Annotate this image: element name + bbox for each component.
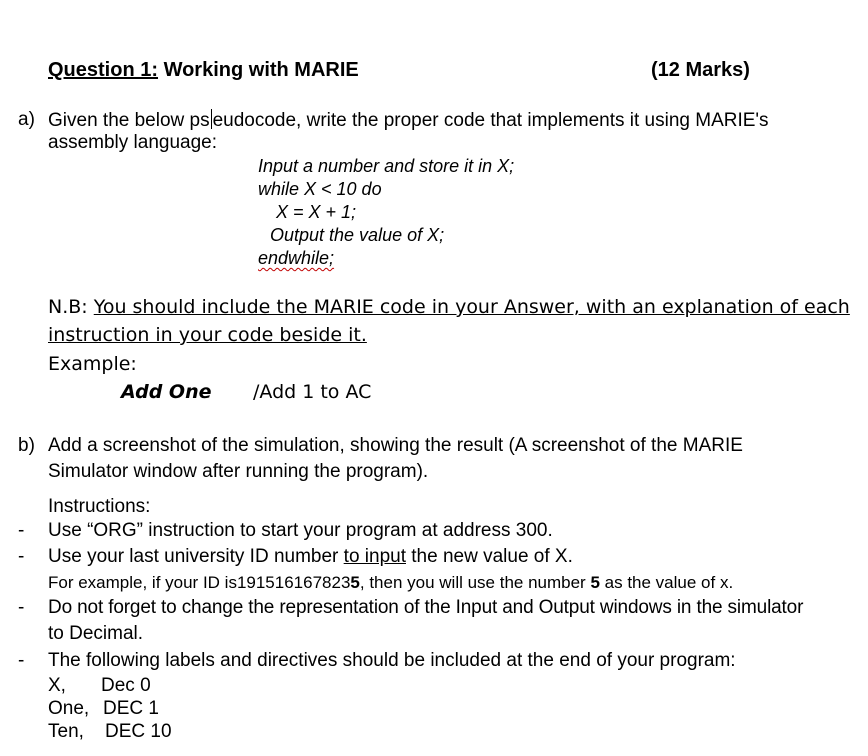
pseudocode-line-4: Output the value of X;: [270, 225, 445, 245]
pseudocode-line-3: X = X + 1;: [276, 202, 357, 222]
bullet-3-line2: to Decimal.: [48, 623, 144, 644]
directive-label-x: X,: [48, 675, 66, 696]
bullet-3-line1: Do not forget to change the representation of the Input and Output windows in the simulator: [48, 597, 804, 618]
pseudocode-line-5: [258, 248, 334, 269]
example-label: Example:: [48, 353, 137, 375]
part-b-marker: b): [18, 435, 35, 456]
question-heading: [48, 59, 359, 82]
nb-line-2: instruction in your code beside it.: [48, 324, 367, 346]
id-example-bold-num: 5: [590, 573, 600, 592]
nb-text-1: You should include the MARIE code in your Answer, with an explanation of each: [93, 296, 850, 318]
marks-label: (12 Marks): [651, 59, 750, 81]
id-example-mid: , then you will use the number: [359, 573, 591, 592]
id-example-post: as the value of x.: [599, 573, 734, 592]
example-comment: /Add 1 to AC: [253, 381, 372, 403]
question-title: Working with MARIE: [158, 59, 359, 81]
part-a-text-line1: [48, 109, 769, 132]
pseudocode-line-2: while X < 10 do: [258, 179, 382, 199]
instructions-label: Instructions:: [48, 496, 151, 517]
directive-value-x: Dec 0: [101, 675, 151, 696]
spellcheck-word: endwhile;: [258, 248, 335, 268]
id-example-pre: For example, if your ID is191516167823: [48, 573, 351, 592]
part-a-marker: a): [18, 109, 35, 130]
nb-label: N.B:: [48, 296, 94, 318]
bullet-2-underlined: to input: [343, 546, 406, 567]
directive-value-one: DEC 1: [103, 698, 159, 719]
pseudocode-line-1: Input a number and store it in X;: [258, 156, 515, 176]
part-a-text-pre: Given the below ps: [48, 110, 210, 131]
bullet-marker-2: -: [18, 546, 25, 567]
nb-line-1: [48, 296, 850, 318]
directive-label-ten: Ten,: [48, 721, 84, 742]
part-a-text-line2: assembly language:: [48, 132, 217, 153]
example-code: Add One: [121, 381, 212, 403]
bullet-2: [48, 546, 573, 568]
bullet-4: The following labels and directives should be included at the end of your program:: [48, 650, 736, 671]
bullet-marker-4: -: [18, 650, 25, 671]
bullet-marker-3: -: [18, 597, 25, 618]
bullet-1: Use “ORG” instruction to start your program at address 300.: [48, 520, 553, 541]
bullet-2-post: the new value of X.: [406, 546, 573, 567]
part-b-text-line2: Simulator window after running the program).: [48, 461, 429, 482]
part-a-text-post: eudocode, write the proper code that implements it using MARIE's: [212, 110, 769, 131]
id-example: [48, 573, 733, 593]
text-cursor: [211, 109, 212, 129]
bullet-2-pre: Use your last university ID number: [48, 546, 344, 567]
directive-value-ten: DEC 10: [105, 721, 172, 742]
directive-label-one: One,: [48, 698, 90, 719]
part-b-text-line1: Add a screenshot of the simulation, showing the result (A screenshot of the MARIE: [48, 435, 743, 456]
question-label: Question 1:: [48, 59, 159, 81]
bullet-marker-1: -: [18, 520, 25, 541]
id-example-bold-digit: 5: [350, 573, 360, 592]
